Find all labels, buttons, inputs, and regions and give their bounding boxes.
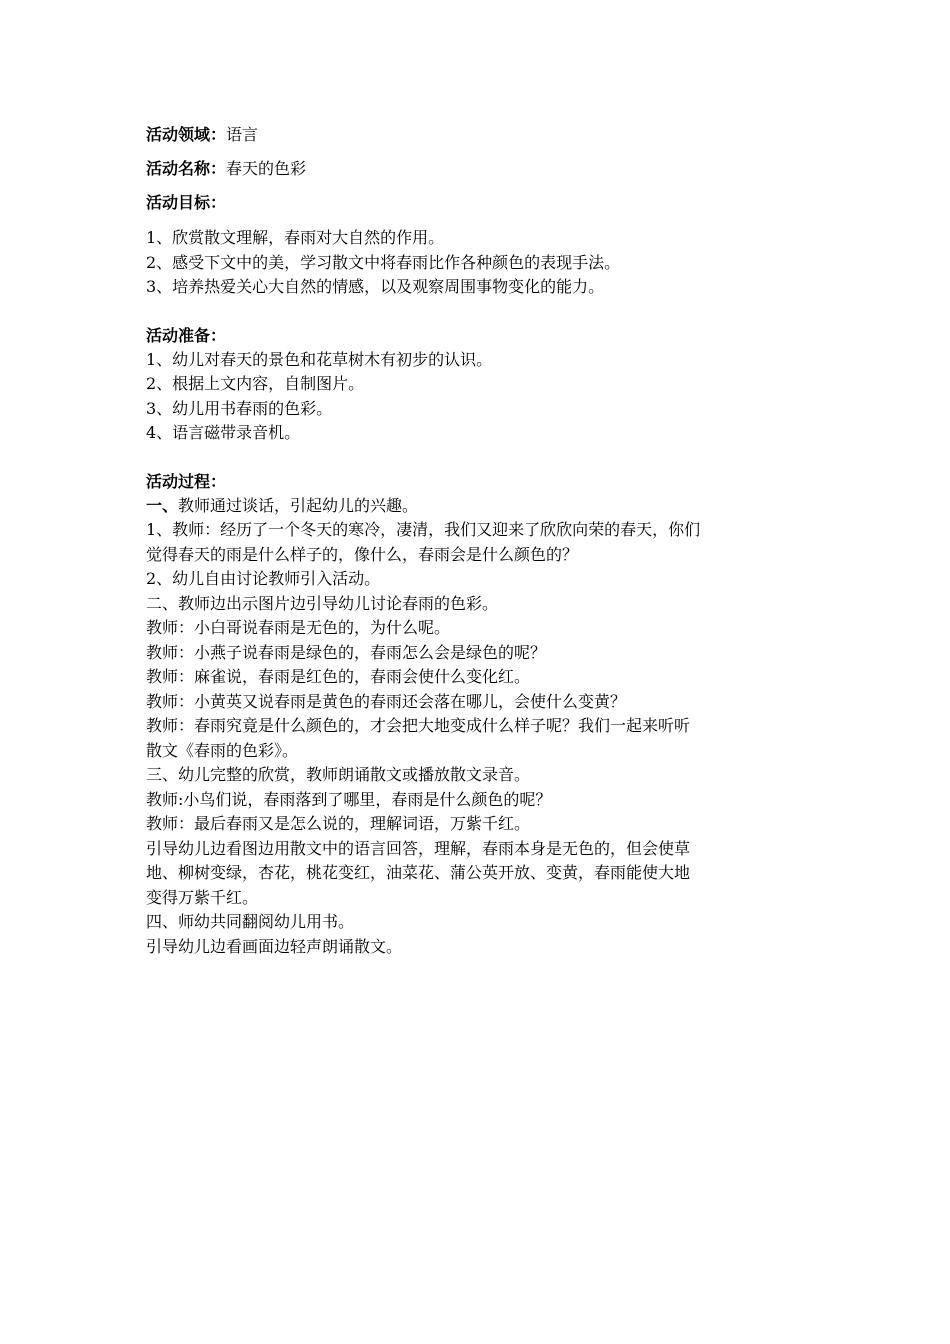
process-line: 二、教师边出示图片边引导幼儿讨论春雨的色彩。 [146, 593, 499, 613]
preparation-list [146, 348, 816, 446]
process-line: 觉得春天的雨是什么样子的，像什么，春雨会是什么颜色的？ [146, 544, 579, 564]
preparation-heading: 活动准备： [146, 325, 227, 345]
activity-goals-heading [146, 192, 816, 214]
process-line: 变得万紫千红。 [146, 887, 259, 907]
process-line: 教师：麻雀说，春雨是红色的，春雨会使什么变化红。 [146, 667, 531, 686]
process-step-1-text: 教师通过谈话，引起幼儿的兴趣。 [178, 495, 419, 515]
preparation-item: 4、语言磁带录音机。 [146, 423, 301, 442]
process-line: 2、幼儿自由讨论教师引入活动。 [146, 569, 381, 588]
preparation-item: 3、幼儿用书春雨的色彩。 [146, 398, 333, 418]
process-step-1-lead: 一、 [146, 495, 179, 515]
activity-domain-label: 活动领域： [146, 125, 227, 144]
process-line: 四、师幼共同翻阅幼儿用书。 [146, 912, 355, 931]
activity-name [146, 158, 816, 180]
process-line: 1、教师：经历了一个冬天的寒冷，凄清，我们又迎来了欣欣向荣的春天，你们 [146, 520, 701, 539]
goal-item: 1、欣赏散文理解，春雨对大自然的作用。 [146, 228, 445, 247]
goal-item: 2、感受下文中的美，学习散文中将春雨比作各种颜色的表现手法。 [146, 252, 621, 272]
process-line: 引导幼儿边看图边用散文中的语言回答，理解，春雨本身是无色的，但会使草 [146, 838, 691, 858]
goals-list [146, 226, 816, 300]
process-line: 教师：小黄英又说春雨是黄色的春雨还会落在哪儿，会使什么变黄？ [146, 691, 627, 711]
process-line: 引导幼儿边看画面边轻声朗诵散文。 [146, 936, 403, 956]
process-line: 地、柳树变绿，杏花，桃花变红，油菜花、蒲公英开放、变黄，春雨能使大地 [146, 863, 691, 882]
activity-domain [146, 124, 816, 146]
process-line: 教师:小鸟们说，春雨落到了哪里，春雨是什么颜色的呢？ [146, 789, 552, 809]
preparation-item: 1、幼儿对春天的景色和花草树木有初步的认识。 [146, 349, 493, 369]
process-step-1 [146, 494, 816, 519]
process-line: 教师：最后春雨又是怎么说的，理解词语，万紫千红。 [146, 814, 531, 833]
activity-name-value: 春天的色彩 [226, 159, 307, 178]
process-heading: 活动过程： [146, 471, 227, 491]
process-list [146, 494, 816, 960]
document-page [146, 124, 816, 959]
process-line: 教师：小白哥说春雨是无色的，为什么呢。 [146, 618, 451, 637]
goal-item: 3、培养热爱关心大自然的情感，以及观察周围事物变化的能力。 [146, 277, 605, 296]
process-line: 教师：春雨究竟是什么颜色的，才会把大地变成什么样子呢？我们一起来听听 [146, 716, 691, 735]
spacer [146, 300, 816, 324]
process-line: 教师：小燕子说春雨是绿色的，春雨怎么会是绿色的呢？ [146, 642, 547, 662]
spacer [146, 446, 816, 470]
activity-name-label: 活动名称： [146, 159, 227, 178]
activity-goals-label: 活动目标： [146, 193, 227, 212]
activity-domain-value: 语言 [226, 125, 259, 144]
process-line: 散文《春雨的色彩》。 [146, 740, 299, 760]
process-line: 三、幼儿完整的欣赏，教师朗诵散文或播放散文录音。 [146, 765, 531, 784]
preparation-item: 2、根据上文内容，自制图片。 [146, 374, 365, 393]
